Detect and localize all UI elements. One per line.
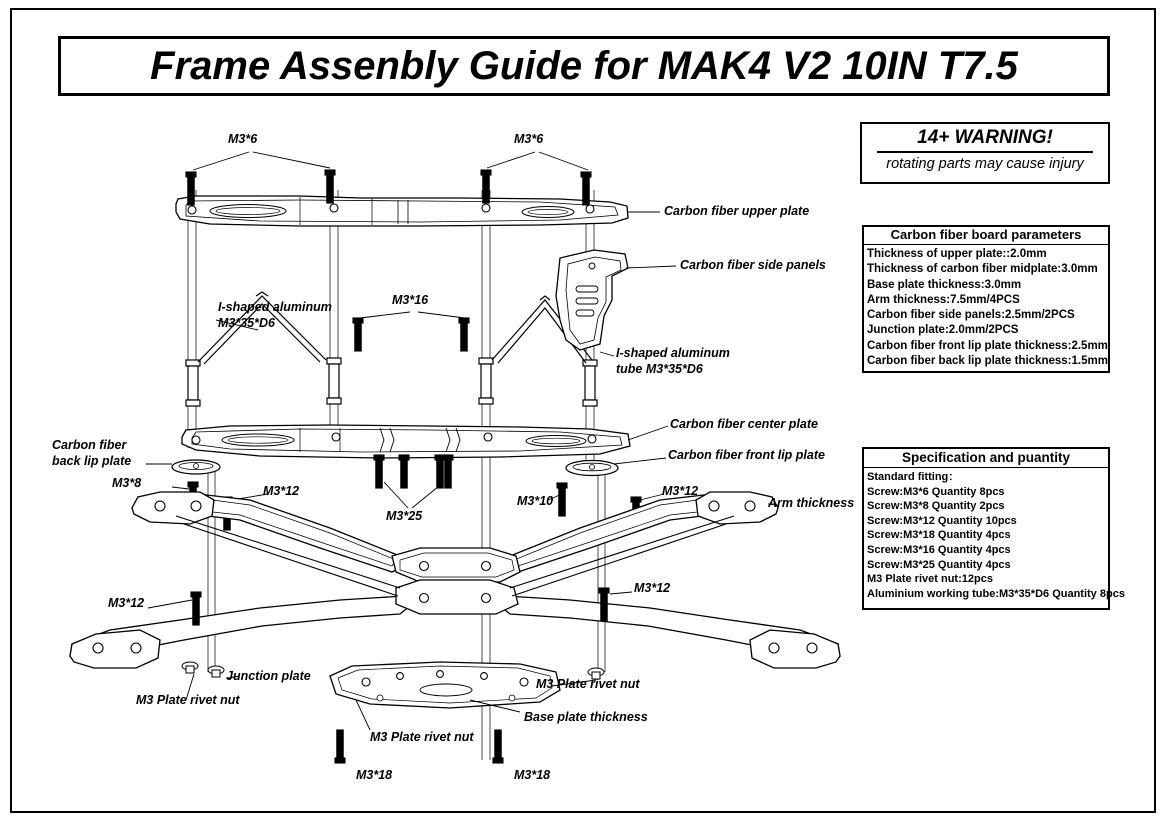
specification-heading: Specification and puantity	[864, 449, 1108, 468]
parameters-list	[864, 245, 1108, 369]
list-item: Screw:M3*8 Quantity 2pcs	[867, 500, 1005, 513]
list-item: Aluminium working tube:M3*35*D6 Quantity 8pcs	[867, 587, 1125, 600]
callout-m3x12-c: M3*12	[108, 596, 145, 610]
list-item: Thickness of carbon fiber midplate:3.0mm	[867, 263, 1098, 276]
callout-center-plate: Carbon fiber center plate	[670, 417, 818, 431]
list-item: Carbon fiber front lip plate thickness:2.5mm	[867, 339, 1108, 352]
callout-m3x10: M3*10	[517, 494, 554, 508]
callout-m3x16: M3*16	[392, 293, 429, 307]
callout-i-aluminum-right-line1: I-shaped aluminum	[616, 346, 730, 360]
warning-subtext: rotating parts may cause injury	[886, 156, 1084, 172]
page-title: Frame Assenbly Guide for MAK4 V2 10IN T7.5	[150, 43, 1018, 88]
callout-m3x18-left: M3*18	[356, 768, 393, 782]
list-item: Standard fitting：	[867, 471, 960, 483]
callout-back-lip-line1: Carbon fiber	[52, 438, 127, 452]
list-item: Junction plate:2.0mm/2PCS	[867, 324, 1019, 337]
callout-m3x6-left: M3*6	[228, 132, 258, 146]
callout-rivet-nut-right: M3 Plate rivet nut	[536, 677, 640, 691]
list-item: Screw:M3*18 Quantity 4pcs	[867, 529, 1011, 542]
list-item: Carbon fiber back lip plate thickness:1.5mm	[867, 355, 1108, 368]
callout-back-lip-line2: back lip plate	[52, 454, 132, 468]
parameters-heading: Carbon fiber board parameters	[864, 227, 1108, 245]
callout-m3x25: M3*25	[386, 509, 423, 523]
callout-side-panels: Carbon fiber side panels	[680, 258, 826, 272]
callout-i-aluminum-left-line1: I-shaped aluminum	[218, 300, 332, 314]
callout-i-aluminum-right-line2: tube M3*35*D6	[616, 362, 703, 376]
callout-m3x18-right: M3*18	[514, 768, 551, 782]
warning-heading: 14+ WARNING!	[917, 127, 1053, 148]
list-item: Arm thickness:7.5mm/4PCS	[867, 293, 1020, 306]
list-item: Thickness of upper plate::2.0mm	[867, 248, 1047, 260]
list-item: Screw:M3*25 Quantity 4pcs	[867, 558, 1011, 571]
list-item: Screw:M3*16 Quantity 4pcs	[867, 543, 1011, 556]
specification-box	[862, 447, 1125, 610]
callout-junction-plate: Junction plate	[226, 669, 311, 683]
list-item: Base plate thickness:3.0mm	[867, 278, 1022, 291]
list-item: Screw:M3*12 Quantity 10pcs	[867, 514, 1017, 527]
callout-arm-thickness: Arm thickness	[768, 496, 855, 510]
specification-list	[864, 468, 1125, 601]
callout-m3x6-right: M3*6	[514, 132, 544, 146]
carbon-fiber-parameters-box	[862, 225, 1110, 373]
callout-upper-plate: Carbon fiber upper plate	[664, 204, 810, 218]
callout-m3x8: M3*8	[112, 476, 142, 490]
callout-base-plate-thickness: Base plate thickness	[524, 710, 648, 724]
list-item: Screw:M3*6 Quantity 8pcs	[867, 485, 1005, 498]
callout-m3x12-d: M3*12	[634, 581, 671, 595]
callout-rivet-nut-center: M3 Plate rivet nut	[370, 730, 474, 744]
list-item: M3 Plate rivet nut:12pcs	[867, 573, 993, 586]
warning-box	[860, 122, 1110, 184]
list-item: Carbon fiber side panels:2.5mm/2PCS	[867, 309, 1075, 322]
callout-m3x12-a: M3*12	[263, 484, 300, 498]
title-box	[58, 36, 1110, 96]
callout-i-aluminum-left-line2: M3*35*D6	[218, 316, 275, 330]
callout-rivet-nut-left: M3 Plate rivet nut	[136, 693, 240, 707]
callout-m3x12-b: M3*12	[662, 484, 699, 498]
callout-front-lip-plate: Carbon fiber front lip plate	[668, 448, 825, 462]
